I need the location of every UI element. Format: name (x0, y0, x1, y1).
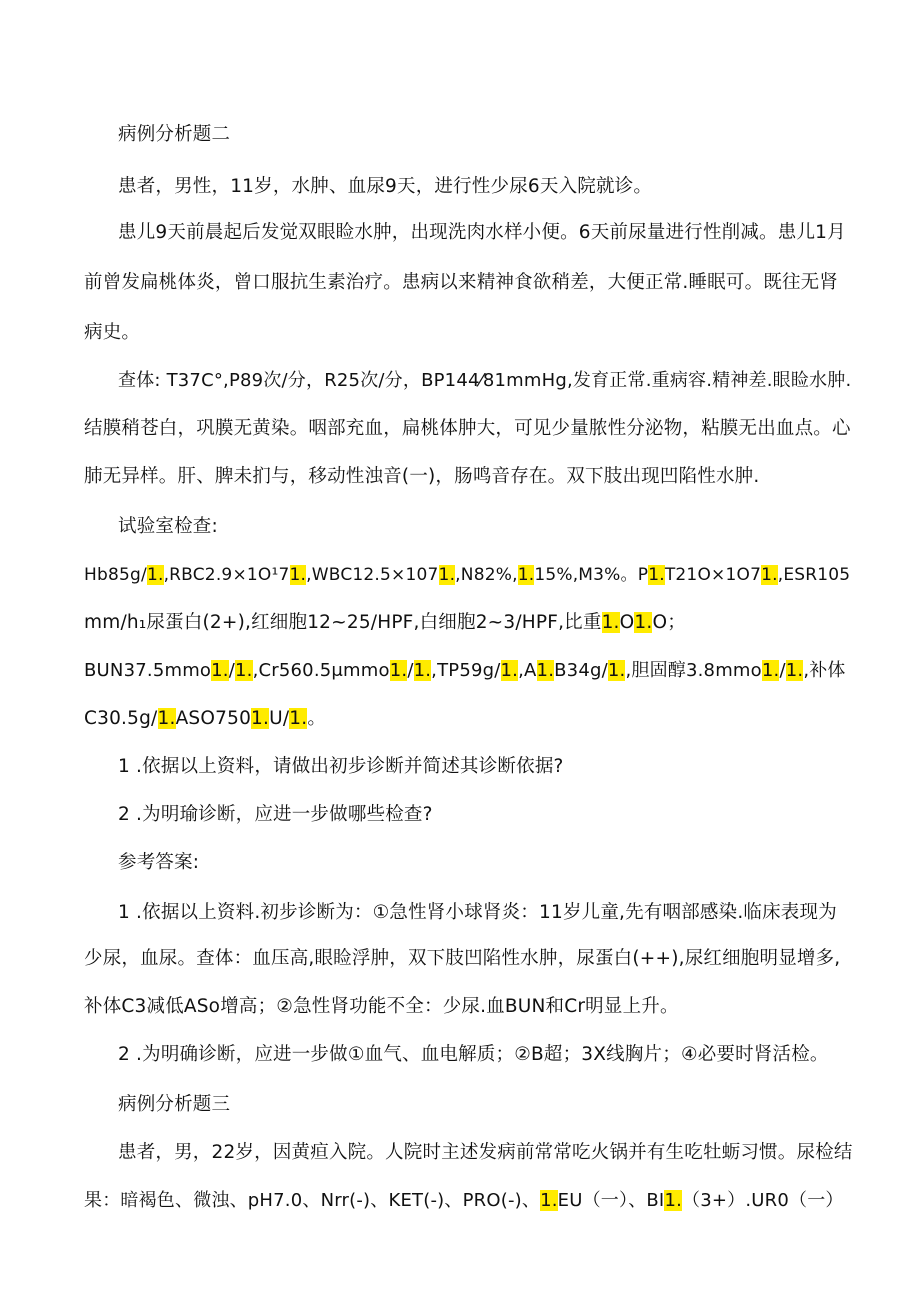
text-line: 少尿，血尿。查体：血压高,眼睑浮肿，双下肢凹陷性水肿，尿蛋白(++),尿红细胞明显增多, (84, 948, 841, 969)
text-fragment: Hb85g/ (84, 565, 147, 585)
highlighted-fragment: 1. (289, 565, 307, 585)
text-fragment: mm/h₁尿蛋白(2+),红细胞12~25/HPF,白细胞2~3/HPF,比重 (84, 612, 602, 633)
highlighted-fragment: 1. (438, 565, 456, 585)
text-fragment: ,补体 (803, 660, 846, 681)
text-fragment: C30.5g/ (84, 708, 158, 729)
text-line: 病例分析题三 (118, 1094, 231, 1115)
highlighted-fragment: 1. (517, 565, 535, 585)
highlighted-fragment: 1. (146, 565, 164, 585)
text-line: 试验室检查: (118, 516, 218, 537)
text-fragment: B34g/ (554, 660, 608, 681)
highlighted-fragment: 1. (607, 660, 626, 681)
text-fragment: / (779, 660, 786, 681)
highlighted-fragment: 1. (389, 660, 408, 681)
text-fragment: ,TP59g/ (431, 660, 501, 681)
highlighted-fragment: 1. (540, 1190, 558, 1211)
highlighted-fragment: 1. (235, 660, 253, 681)
text-fragment: T21O×1O7 (664, 565, 762, 585)
text-line: 结膜稍苍白，巩膜无黄染。咽部充血，扁桃体肿大，可见少量脓性分泌物，粘膜无出血点。心 (84, 418, 851, 439)
text-fragment: ,WBC12.5×107 (306, 565, 439, 585)
text-line: 查体: T37C°,P89次/分，R25次/分，BP144⁄81mmHg,发育正常.重病容.精神差.眼睑水肿. (118, 370, 852, 391)
text-line: 患者，男，22岁，因黄疸入院。人院时主述发病前常常吃火锅并有生吃牡蛎习惯。尿检结 (118, 1142, 853, 1163)
text-fragment: EU（一）、BI (557, 1190, 665, 1211)
text-fragment: ,N82%, (455, 565, 518, 585)
text-fragment: O (619, 612, 635, 633)
text-line (84, 656, 846, 682)
text-fragment: 。 (307, 708, 327, 729)
highlighted-fragment: 1. (634, 612, 653, 633)
highlighted-fragment: 1. (500, 660, 519, 681)
text-fragment: 果：暗褐色、微浊、pH7.0、Nrr(-)、KET(-)、PRO(-)、 (84, 1190, 541, 1211)
highlighted-fragment: 1. (536, 660, 555, 681)
highlighted-fragment: 1. (601, 612, 620, 633)
text-line: 参考答案: (118, 852, 200, 873)
text-fragment: ,Cr560.5μmmo (252, 660, 390, 681)
text-line: 病例分析题二 (118, 124, 231, 145)
highlighted-fragment: 1. (251, 708, 270, 729)
text-line: 1 .依据以上资料.初步诊断为：①急性肾小球肾炎：11岁儿童,先有咽部感染.临床表现为 (118, 902, 837, 923)
text-fragment: ,胆固醇3.8mmo (625, 660, 762, 681)
highlighted-fragment: 1. (761, 660, 780, 681)
text-line: 患儿9天前晨起后发觉双眼睑水肿，出现洗肉水样小便。6天前尿量进行性削减。患儿1月 (118, 222, 846, 243)
text-line: 1 .依据以上资料，请做出初步诊断并简述其诊断依据? (118, 756, 564, 777)
highlighted-fragment: 1. (157, 708, 176, 729)
highlighted-fragment: 1. (289, 708, 308, 729)
text-line (84, 560, 850, 585)
text-fragment: ,A (518, 660, 537, 681)
text-fragment: ,RBC2.9×1O¹7 (163, 565, 290, 585)
highlighted-fragment: 1. (211, 660, 229, 681)
highlighted-fragment: 1. (413, 660, 432, 681)
text-line: 2 .为明瑜诊断，应进一步做哪些检查? (118, 804, 433, 825)
text-fragment: ,ESR105 (777, 565, 851, 585)
text-line: 肺无异样。肝、脾未扪与，移动性浊音(一)，肠鸣音存在。双下肢出现凹陷性水肿. (84, 466, 760, 487)
text-line: 病史。 (84, 322, 141, 343)
highlighted-fragment: 1. (648, 565, 665, 585)
text-fragment: BUN37.5mmo (84, 660, 212, 681)
text-line: 患者，男性，11岁，水肿、血尿9天，进行性少尿6天入院就诊。 (118, 176, 653, 197)
text-line (84, 1186, 844, 1212)
text-fragment: U/ (269, 708, 290, 729)
text-line (84, 608, 686, 634)
highlighted-fragment: 1. (664, 1190, 683, 1211)
text-line (84, 704, 326, 730)
highlighted-fragment: 1. (761, 565, 778, 585)
text-line: 前曾发扁桃体炎，曾口服抗生素治疗。患病以来精神食欲稍差，大便正常.睡眠可。既往无肾 (84, 272, 839, 293)
text-fragment: / (407, 660, 414, 681)
text-line: 2 .为明确诊断，应进一步做①血气、血电解质；②B超；3X线胸片；④必要时肾活检。 (118, 1044, 829, 1065)
text-fragment: （3+）.UR0（一） (682, 1190, 844, 1211)
highlighted-fragment: 1. (785, 660, 804, 681)
text-fragment: ASO750 (175, 708, 252, 729)
text-line: 补体C3减低ASo增高；②急性肾功能不全：少尿.血BUN和Cr明显上升。 (84, 996, 679, 1017)
text-fragment: O； (652, 612, 686, 633)
text-fragment: / (228, 660, 235, 681)
text-fragment: 15%,M3%。P (534, 565, 649, 585)
